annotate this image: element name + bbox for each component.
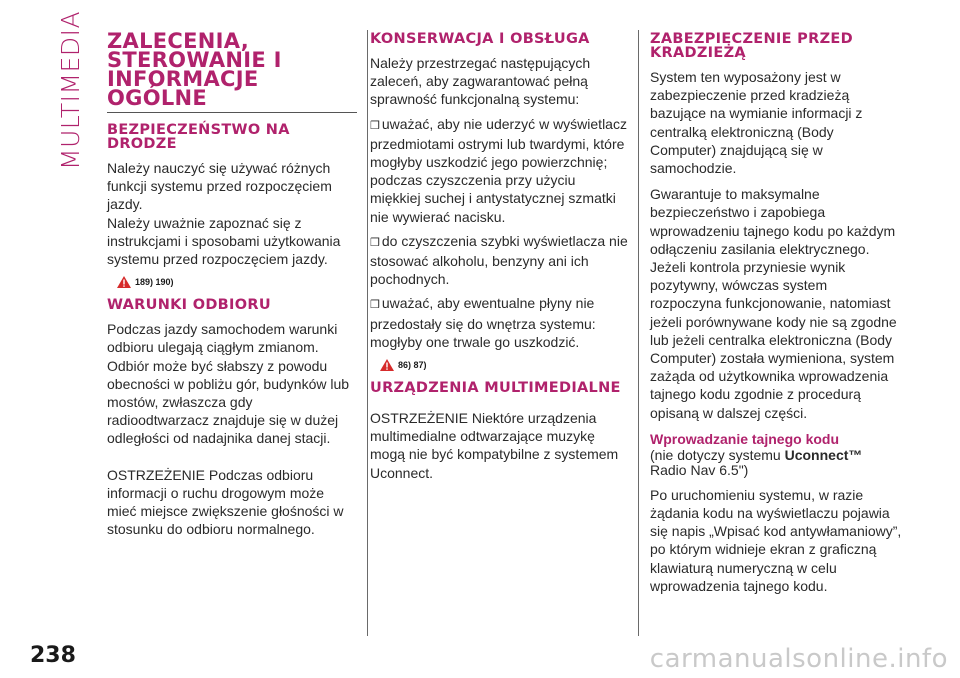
warning-ref-numbers: 86) 87) — [398, 360, 427, 371]
list-item: ❒ do czyszczenia szybki wyświetlacza nie stosować alkoholu, benzyny ani ich pochodnych. — [370, 232, 628, 288]
section-title-road-safety: BEZPIECZEŃSTWO NA DRODZE — [107, 122, 290, 152]
list-item: ❒ uważać, aby nie uderzyć w wyświetlacz przedmiotami ostrymi lub twardymi, które mogłyby uszkodzić jego powierzchnię; podczas czyszczenia przy użyciu miękkiej suchej i antystatycznej szmatki nie wywierać nacisku. — [370, 115, 627, 225]
column-divider — [638, 30, 639, 636]
warning-triangle-icon — [380, 359, 394, 371]
section-title-maintenance: KONSERWACJA I OBSŁUGA — [370, 31, 590, 47]
list-item: ❒ uważać, aby ewentualne płyny nie przedostały się do wnętrza systemu: mogłyby one trwale go uszkodzić. — [370, 295, 596, 350]
section-title-anti-theft: ZABEZPIECZENIE PRZED KRADZIEŻĄ — [650, 31, 853, 61]
checkbox-bullet-icon: ❒ — [370, 299, 380, 312]
column-2 — [370, 32, 628, 488]
checkbox-bullet-icon: ❒ — [370, 119, 380, 132]
paragraph: Jeżeli kontrola przyniesie wynik pozytywny, wówczas system rozpoczyna funkcjonowanie, natomiast jeżeli porównywane kody nie są zgodne lub jeżeli centralka elektroniczna (Body Computer) została wymieniona, system zażąda od użytkownika wprowadzenia tajnego kodu zgodnie z procedurą opisaną w dalszej części. — [650, 259, 897, 421]
watermark: carmanualsonline.info — [649, 644, 948, 674]
section-side-tab: MULTIMEDIA — [56, 10, 85, 170]
chapter-title: ZALECENIA, STEROWANIE I INFORMACJE OGÓLNE — [107, 32, 357, 113]
product-name: Uconnect™ — [784, 446, 863, 463]
section-title-reception: WARUNKI ODBIORU — [107, 297, 271, 314]
column-1 — [107, 29, 357, 544]
paragraph: Należy uważnie zapoznać się z instrukcjami i sposobami użytkowania systemu przed rozpoczęciem jazdy. — [107, 214, 341, 268]
paragraph: Podczas jazdy samochodem warunki odbioru ulegają ciągłym zmianom. Odbiór może być słabszy z powodu obecności w pobliżu gór, budynków lub mostów, zwłaszcza gdy radioodtwarzacz znajduje się w dużej odległości od nadajnika danej stacji. — [107, 321, 350, 447]
paragraph: Należy nauczyć się używać różnych funkcji systemu przed rozpoczęciem jazdy. — [107, 160, 332, 213]
paragraph: OSTRZEŻENIE Niektóre urządzenia multimedialne odtwarzające muzykę mogą nie być kompatybilne z systemem Uconnect. — [370, 410, 619, 481]
column-divider — [367, 30, 368, 636]
column-3 — [650, 32, 902, 601]
paragraph: Po uruchomieniu systemu, w razie żądania kodu na wyświetlaczu pojawia się napis „Wpisać kod antywłamaniowy”, po którym widnieje ekran z graficzną klawiaturą numeryczną w celu wprowadzenia tajnego kodu. — [650, 486, 902, 594]
warning-reference — [117, 276, 357, 288]
page-number: 238 — [30, 643, 76, 668]
paragraph: OSTRZEŻENIE Podczas odbioru informacji o ruchu drogowym może mieć miejsce zwiększenie głośności w stosunku do odbioru normalnego. — [107, 466, 344, 538]
warning-reference — [380, 359, 628, 371]
checkbox-bullet-icon: ❒ — [370, 236, 380, 249]
subsection-note: (nie dotyczy systemu Uconnect™ Radio Nav 6.5") — [650, 446, 863, 478]
paragraph: Gwarantuje to maksymalne bezpieczeństwo i zapobiega wprowadzeniu tajnego kodu po każdym odłączeniu zasilania elektrycznego. — [650, 186, 896, 257]
paragraph: System ten wyposażony jest w zabezpieczenie przed kradzieżą bazujące na wymianie informacji z centralką elektroniczną (Body Computer) znajdującą się w samochodzie. — [650, 69, 863, 177]
paragraph: Należy przestrzegać następujących zaleceń, aby zagwarantować pełną sprawność funkcjonalną systemu: — [370, 55, 591, 108]
section-title-multimedia-devices: URZĄDZENIA MULTIMEDIALNE — [370, 380, 621, 397]
warning-ref-numbers: 189) 190) — [135, 277, 174, 288]
subsection-title-code-entry: Wprowadzanie tajnego kodu — [650, 430, 840, 447]
warning-triangle-icon — [117, 276, 131, 288]
